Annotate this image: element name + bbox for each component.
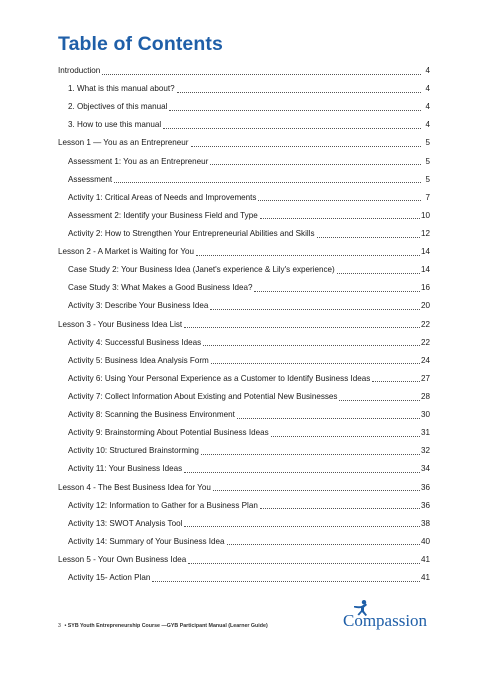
dot-leader [317, 236, 420, 238]
toc-entry-page: 4 [425, 102, 430, 112]
dot-leader [169, 109, 421, 111]
toc-entry-label: Activity 15- Action Plan [68, 573, 151, 583]
toc-entry-page: 36 [420, 500, 430, 510]
toc-entry-label: Lesson 4 - The Best Business Idea for You [58, 482, 211, 492]
toc-entry-page: 4 [425, 66, 430, 75]
toc-subentry[interactable] [58, 569, 430, 587]
table-of-contents [58, 62, 430, 587]
toc-entry-page: 31 [420, 428, 430, 438]
footer-page-number: 3 [58, 623, 61, 629]
toc-entry-label: Lesson 2 - A Market is Waiting for You [58, 247, 195, 257]
toc-entry-page: 36 [420, 482, 430, 492]
toc-entry-page: 41 [420, 573, 430, 583]
toc-entry-label: Activity 2: How to Strengthen Your Entrepreneurial Abilities and Skills [68, 228, 315, 238]
toc-entry-page: 22 [420, 319, 430, 329]
toc-subentry[interactable] [58, 370, 430, 388]
toc-entry-page: 5 [425, 174, 430, 184]
toc-entry-page: 28 [420, 391, 430, 401]
toc-entry-label: Activity 14: Summary of Your Business Idea [68, 536, 225, 546]
dot-leader [102, 73, 421, 75]
toc-entry-page: 41 [420, 554, 430, 564]
toc-entry-label: Assessment 2: Identify your Business Field and Type [68, 210, 258, 220]
toc-entry[interactable] [58, 134, 430, 152]
toc-entry-label: Activity 10: Structured Brainstorming [68, 446, 199, 456]
dot-leader [211, 362, 420, 364]
toc-entry[interactable] [58, 479, 430, 497]
dot-leader [188, 562, 420, 564]
dot-leader [210, 308, 420, 310]
dot-leader [237, 417, 420, 419]
dot-leader [196, 254, 420, 256]
toc-entry-label: 2. Objectives of this manual [68, 102, 168, 112]
toc-subentry[interactable] [58, 334, 430, 352]
dot-leader [372, 380, 420, 382]
toc-entry-label: Activity 5: Business Idea Analysis Form [68, 355, 209, 365]
dot-leader [177, 91, 421, 93]
toc-entry-label: Lesson 3 - Your Business Idea List [58, 319, 183, 329]
toc-entry[interactable] [58, 316, 430, 334]
dot-leader [254, 290, 420, 292]
toc-entry-page: 32 [420, 446, 430, 456]
toc-entry[interactable] [58, 243, 430, 261]
toc-subentry[interactable] [58, 153, 430, 171]
toc-entry[interactable] [58, 62, 430, 80]
page-title: Table of Contents [58, 33, 223, 55]
toc-entry-label: Assessment 1: You as an Entrepreneur [68, 156, 209, 166]
toc-entry-page: 12 [420, 228, 430, 238]
dot-leader [203, 344, 420, 346]
dot-leader [191, 145, 422, 147]
toc-entry-label: 1. What is this manual about? [68, 84, 175, 94]
toc-entry-page: 5 [425, 138, 430, 148]
toc-entry-page: 22 [420, 337, 430, 347]
toc-entry-page: 16 [420, 283, 430, 293]
toc-subentry[interactable] [58, 297, 430, 315]
toc-entry-label: Activity 3: Describe Your Business Idea [68, 301, 209, 311]
toc-entry-label: Activity 7: Collect Information About Existing and Potential New Businesses [68, 391, 338, 401]
toc-subentry[interactable] [58, 116, 430, 134]
dot-leader [213, 489, 420, 491]
toc-entry-label: Activity 13: SWOT Analysis Tool [68, 518, 183, 528]
dot-leader [258, 199, 421, 201]
toc-entry-label: Activity 9: Brainstorming About Potential Business Ideas [68, 428, 269, 438]
toc-entry-label: Case Study 2: Your Business Idea (Janet's experience & Lily's experience) [68, 265, 335, 275]
toc-entry-label: Lesson 5 - Your Own Business Idea [58, 554, 187, 564]
toc-subentry[interactable] [58, 225, 430, 243]
toc-entry-page: 14 [420, 265, 430, 275]
toc-entry-page: 20 [420, 301, 430, 311]
toc-entry[interactable] [58, 551, 430, 569]
toc-subentry[interactable] [58, 406, 430, 424]
dot-leader [163, 127, 421, 129]
toc-entry-label: Case Study 3: What Makes a Good Business Idea? [68, 283, 253, 293]
toc-entry-label: 3. How to use this manual [68, 120, 162, 130]
footer-text: • SYB Youth Entrepreneurship Course —GYB Participant Manual (Learner Guide) [64, 623, 268, 629]
toc-entry-page: 38 [420, 518, 430, 528]
toc-subentry[interactable] [58, 497, 430, 515]
toc-subentry[interactable] [58, 207, 430, 225]
dot-leader [210, 163, 421, 165]
toc-entry-page: 24 [420, 355, 430, 365]
toc-entry-label: Introduction [58, 66, 101, 75]
compassion-logo [343, 599, 439, 635]
toc-subentry[interactable] [58, 352, 430, 370]
dot-leader [201, 453, 420, 455]
toc-subentry[interactable] [58, 171, 430, 189]
dot-leader [260, 217, 420, 219]
dot-leader [339, 399, 420, 401]
dot-leader [227, 543, 420, 545]
toc-subentry[interactable] [58, 261, 430, 279]
toc-entry-page: 30 [420, 410, 430, 420]
toc-entry-label: Lesson 1 — You as an Entrepreneur [58, 138, 189, 148]
toc-entry-page: 40 [420, 536, 430, 546]
toc-entry-label: Activity 6: Using Your Personal Experience as a Customer to Identify Business Ideas [68, 373, 371, 383]
toc-entry-page: 4 [425, 84, 430, 94]
toc-entry-label: Activity 11: Your Business Ideas [68, 464, 183, 474]
toc-entry-label: Activity 12: Information to Gather for a Business Plan [68, 500, 258, 510]
dot-leader [184, 326, 420, 328]
dot-leader [184, 525, 420, 527]
toc-entry-label: Activity 1: Critical Areas of Needs and Improvements [68, 192, 257, 202]
toc-subentry[interactable] [58, 533, 430, 551]
toc-entry-label: Assessment [68, 174, 113, 184]
toc-entry-label: Activity 4: Successful Business Ideas [68, 337, 202, 347]
toc-subentry[interactable] [58, 460, 430, 478]
page-footer [58, 623, 268, 629]
logo-wordmark: Compassion [343, 611, 428, 630]
toc-subentry[interactable] [58, 279, 430, 297]
toc-entry-label: Activity 8: Scanning the Business Environment [68, 410, 235, 420]
toc-subentry[interactable] [58, 424, 430, 442]
dot-leader [184, 471, 420, 473]
dot-leader [337, 272, 420, 274]
toc-subentry[interactable] [58, 515, 430, 533]
dot-leader [260, 507, 420, 509]
toc-subentry[interactable] [58, 98, 430, 116]
toc-entry-page: 14 [420, 247, 430, 257]
toc-entry-page: 5 [425, 156, 430, 166]
toc-subentry[interactable] [58, 80, 430, 98]
dot-leader [114, 181, 421, 183]
toc-entry-page: 7 [425, 192, 430, 202]
dot-leader [152, 580, 420, 582]
toc-subentry[interactable] [58, 189, 430, 207]
toc-entry-page: 4 [425, 120, 430, 130]
toc-subentry[interactable] [58, 442, 430, 460]
dot-leader [271, 435, 420, 437]
toc-entry-page: 27 [420, 373, 430, 383]
toc-entry-page: 10 [420, 210, 430, 220]
toc-subentry[interactable] [58, 388, 430, 406]
toc-entry-page: 34 [420, 464, 430, 474]
